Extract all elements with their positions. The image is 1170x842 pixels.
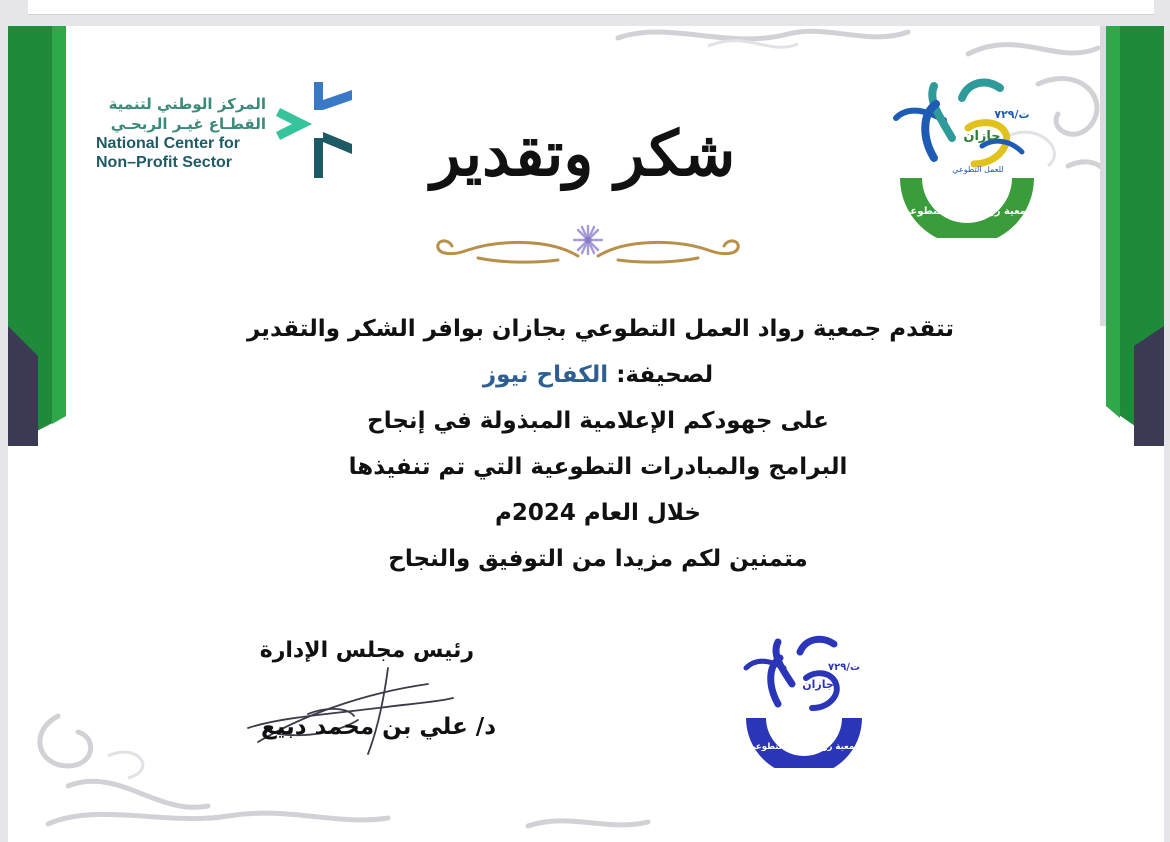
heading-area: [378, 96, 788, 316]
ncnp-english-line1: National Center for: [96, 135, 241, 152]
right-green-band: [1106, 26, 1164, 446]
stamp-city: جازان: [802, 678, 834, 691]
scrollbar[interactable]: [1100, 26, 1106, 326]
recipient-label: لصحيفة:: [616, 362, 714, 388]
association-logo-color: [882, 68, 1052, 238]
signatory-name: د/ علي بن محمد دبيع: [261, 714, 496, 740]
association-regno: ت/٧٢٩: [994, 108, 1030, 121]
ncnp-arabic-line1: المركز الوطني لتنمية: [108, 95, 266, 113]
stamp-regno: ت/٧٢٩: [827, 662, 861, 673]
certificate-heading: شكر وتقدير: [430, 117, 736, 190]
association-stamp-logo: [734, 628, 874, 768]
signatory-title: رئيس مجلس الإدارة: [259, 638, 474, 663]
body-line-5: متمنين لكم مزيدا من التوفيق والنجاح: [388, 546, 808, 572]
previous-page-edge: [28, 0, 1154, 15]
left-green-band: [8, 26, 66, 446]
ncnp-english-line2: Non–Profit Sector: [96, 154, 233, 171]
signature-block: [218, 638, 508, 778]
certificate-body: [238, 306, 958, 582]
association-name: جمعية رواد العمل التطوعي: [900, 206, 1034, 217]
body-line-1: تتقدم جمعية رواد العمل التطوعي بجازان بوافر الشكر والتقدير: [247, 316, 954, 342]
association-city: جازان: [963, 129, 1001, 144]
ncnp-logo: [96, 76, 366, 186]
ncnp-arabic-line2: القطـاع غيـر الربحـي: [110, 115, 266, 133]
body-line-2: على جهودكم الإعلامية المبذولة في إنجاح: [367, 408, 829, 434]
gold-ornament-icon: [428, 224, 748, 272]
certificate-page: [8, 26, 1164, 842]
stamp-name: جمعية رواد العمل التطوعي: [747, 742, 861, 752]
handwritten-signature: [238, 658, 458, 758]
ncnp-mark-icon: [272, 78, 356, 182]
association-tagline: للعمل التطوعي: [952, 165, 1004, 174]
body-line-3: البرامج والمبادرات التطوعية التي تم تنفيذها: [348, 454, 848, 480]
body-line-4: خلال العام 2024م: [495, 500, 701, 526]
recipient-line: [238, 352, 958, 398]
recipient-name: الكفاح نيوز: [482, 362, 609, 388]
